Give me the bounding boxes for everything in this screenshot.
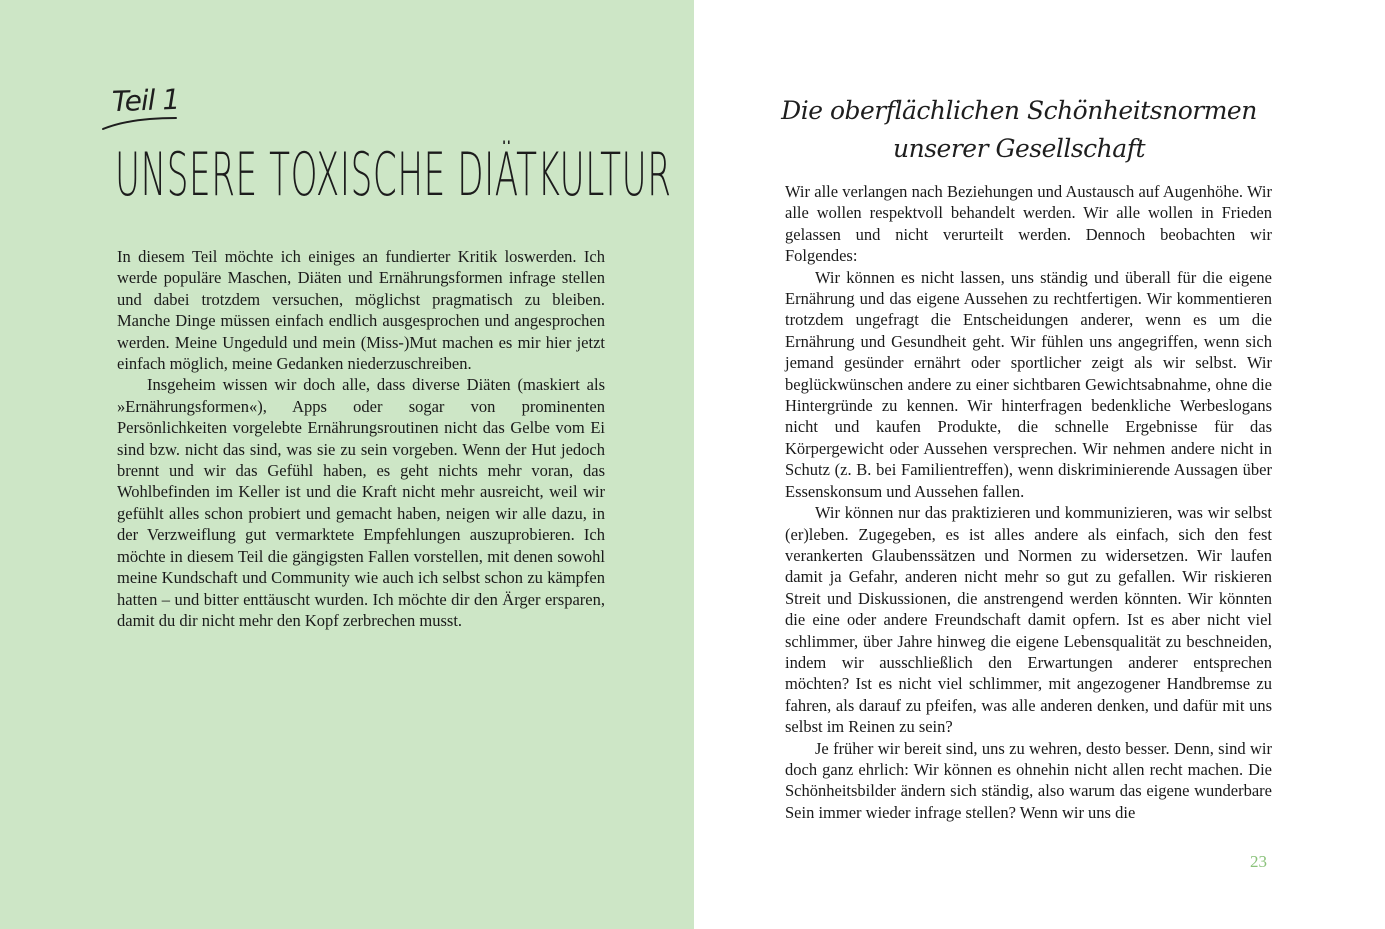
- chapter-title: UNSERE TOXISCHE DIÄTKULTUR: [115, 140, 672, 210]
- part-label: Teil 1: [111, 82, 180, 119]
- intro-text: [117, 246, 605, 631]
- section-heading-line: unserer Gesellschaft: [893, 134, 1145, 163]
- section-heading: [754, 92, 1284, 168]
- body-paragraph: Wir alle verlangen nach Beziehungen und Austausch auf Augenhöhe. Wir alle wollen respektvoll behandelt werden. Wir alle wollen in Frieden gelassen und nicht verurteilt werden. Dennoch beobachten wir Folgendes:: [785, 182, 1272, 266]
- page-number: 23: [1250, 852, 1267, 871]
- intro-paragraph: Insgeheim wissen wir doch alle, dass diverse Diäten (maskiert als »Ernährungsformen«), Apps oder sogar von prominenten Persönlichkeiten vorgelebte Ernährungsroutinen nicht das Gelbe vom Ei sind bzw. nicht das sind, was sie zu sein vorgeben. Wenn der Hut jedoch brennt und wir das Gefühl haben, es geht nichts mehr voran, das Wohlbefinden im Keller ist und die Kraft nicht mehr ausreicht, weil wir gefühlt alles schon probiert und gemacht haben, neigen wir alle dazu, in der Verzweiflung gut vermarktete Empfehlungen auszuprobieren. Ich möchte in diesem Teil die gängigsten Fallen vorstellen, mit denen sowohl meine Kundschaft und Community wie auch ich selbst schon zu kämpfen hatten – und bitter enttäuscht wurden. Ich möchte dir den Ärger ersparen, damit du dir nicht mehr den Kopf zerbrechen musst.: [117, 375, 605, 630]
- body-paragraph: Je früher wir bereit sind, uns zu wehren, desto besser. Denn, sind wir doch ganz ehrlich: Wir können es ohnehin nicht allen recht machen. Die Schönheitsbilder ändern sich ständig, also warum das eigene wunderbare Sein immer wieder infrage stellen? Wenn wir uns die: [785, 738, 1272, 822]
- right-page: [694, 0, 1385, 929]
- body-paragraph: Wir können es nicht lassen, uns ständig und überall für die eigene Ernährung und das eigene Aussehen zu rechtfertigen. Wir kommentieren trotzdem ungefragt die Entscheidungen anderer, wenn es um die Ernährung und Gesundheit geht. Wir fühlen uns angegriffen, wenn sich jemand gesünder ernährt oder sportlicher zeigt als wir selbst. Wir beglückwünschen andere zu einer sichtbaren Gewichtsabnahme, ohne die Hintergründe zu kennen. Wir hinterfragen bedenkliche Werbeslogans nicht und kaufen Produkte, die schnelle Ergebnisse für das Körpergewicht oder Aussehen versprechen. Wir nehmen andere nicht in Schutz (z. B. bei Familientreffen), wenn diskriminierende Aussagen über Essenskonsum und Aussehen fallen.: [785, 267, 1272, 501]
- intro-paragraph: In diesem Teil möchte ich einiges an fundierter Kritik loswerden. Ich werde populäre Maschen, Diäten und Ernährungsformen infrage stellen und dabei trotzdem versuchen, möglichst pragmatisch zu bleiben. Manche Dinge müssen einfach endlich ausgesprochen und angesprochen werden. Meine Ungeduld und mein (Miss-)Mut machen es mir hier jetzt einfach möglich, meine Gedanken niederzuschreiben.: [117, 247, 605, 374]
- part-label-underline: [100, 112, 180, 134]
- body-text: [785, 181, 1272, 823]
- section-heading-line: Die oberflächlichen Schönheitsnormen: [781, 96, 1257, 125]
- body-paragraph: Wir können nur das praktizieren und kommunizieren, was wir selbst (er)leben. Zugegeben, es ist alles andere als einfach, sich den fest verankerten Glaubenssätzen und Normen zu widersetzen. Wir laufen damit ja Gefahr, anderen nicht mehr so gut zu gefallen. Wir riskieren Streit und Diskussionen, die anstrengend werden könnten. Wir könnten die eine oder andere Freundschaft damit opfern. Ist es aber nicht viel schlimmer, über Jahre hinweg die eigene Lebensqualität zu beschneiden, indem wir ausschließlich den Erwartungen anderer entsprechen möchten? Ist es nicht viel schlimmer, mit angezogener Handbremse zu fahren, als darauf zu pfeifen, was alle anderen denken, und dafür mit uns selbst im Reinen zu sein?: [785, 503, 1272, 737]
